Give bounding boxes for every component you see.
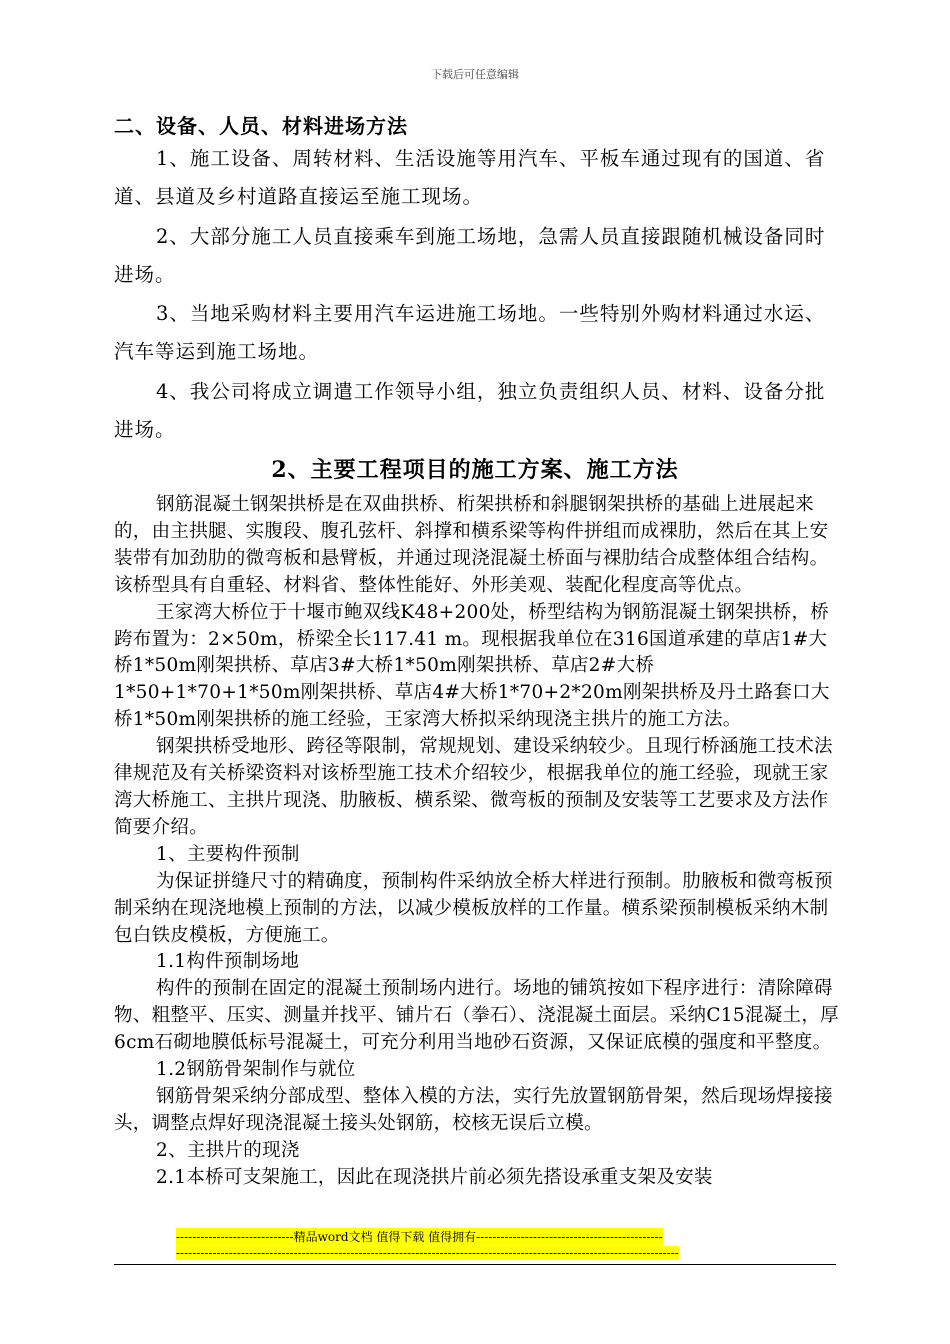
section-item-3: 3、当地采购材料主要用汽车运进施工场地。一些特别外购材料通过水运、汽车等运到施工场地。	[114, 302, 826, 363]
paragraph: 王家湾大桥位于十堰市鲍双线K48+200处，桥型结构为钢筋混凝土钢架拱桥，桥跨布置为：2×50m，桥梁全长117.41 m。现根据我单位在316国道承建的草店1#大桥1*50m刚架拱桥、草店3#大桥1*50m刚架拱桥、草店2#大桥1*50+1*70+1*50m刚架拱桥、草店4#大桥1*70+2*20m刚架拱桥及丹土路套口大桥1*50m刚架拱桥的施工经验，王家湾大桥拟采纳现浇主拱片的施工方法。	[114, 601, 830, 731]
subheading: 1、主要构件预制	[156, 843, 300, 865]
subheading: 2、主拱片的现浇	[156, 1139, 300, 1161]
footer-banner: -----------------------------精品word文档 值得下载 值得拥有----------------------------------------------	[176, 1230, 663, 1244]
body-text	[114, 492, 840, 1192]
section-item-1: 1、施工设备、周转材料、生活设施等用汽车、平板车通过现有的国道、省道、县道及乡村道路直接运至施工现场。	[114, 147, 826, 208]
subheading: 1.2钢筋骨架制作与就位	[156, 1059, 356, 1081]
subheading: 1.1构件预制场地	[156, 951, 300, 973]
section-item-4: 4、我公司将成立调遣工作领导小组，独立负责组织人员、材料、设备分批进场。	[114, 380, 826, 441]
paragraph: 为保证拼缝尺寸的精确度，预制构件采纳放全桥大样进行预制。肋腋板和微弯板预制采纳在现浇地模上预制的方法，以减少模板放样的工作量。横系梁预制模板采纳木制包白铁皮模板，方便施工。	[114, 870, 833, 946]
paragraph: 构件的预制在固定的混凝土预制场内进行。场地的铺筑按如下程序进行：清除障碍物、粗整平、压实、测量并找平、铺片石（拳石）、浇混凝土面层。采纳C15混凝土，厚6cm石砌地膜低标号混凝土，可充分利用当地砂石资源，又保证底模的强度和平整度。	[114, 978, 839, 1054]
paragraph: 2.1本桥可支架施工，因此在现浇拱片前必须先搭设承重支架及安装	[156, 1166, 713, 1188]
section-heading: 二、设备、人员、材料进场方法	[114, 114, 408, 138]
footer-rule	[114, 1264, 836, 1265]
header-note: 下载后可任意编辑	[431, 68, 519, 81]
main-heading: 2、主要工程项目的施工方案、施工方法	[271, 457, 679, 483]
footer-dashes: ----------------------------------------------------------------------------------------------------------------------------	[176, 1246, 679, 1260]
paragraph: 钢筋混凝土钢架拱桥是在双曲拱桥、桁架拱桥和斜腿钢架拱桥的基础上进展起来的，由主拱腿、实腹段、腹孔弦杆、斜撑和横系梁等构件拼组而成裸肋，然后在其上安装带有加劲肋的微弯板和悬臂板，并通过现浇混凝土桥面与裸肋结合成整体组合结构。该桥型具有自重轻、材料省、整体性能好、外形美观、装配化程度高等优点。	[114, 494, 829, 596]
paragraph: 钢筋骨架采纳分部成型、整体入模的方法，实行先放置钢筋骨架，然后现场焊接接头，调整点焊好现浇混凝土接头处钢筋，校核无误后立模。	[114, 1085, 833, 1134]
paragraph: 钢架拱桥受地形、跨径等限制，常规规划、建设采纳较少。且现行桥涵施工技术法律规范及有关桥梁资料对该桥型施工技术介绍较少，根据我单位的施工经验，现就王家湾大桥施工、主拱片现浇、肋腋板、横系梁、微弯板的预制及安装等工艺要求及方法作简要介绍。	[114, 736, 833, 838]
section-item-2: 2、大部分施工人员直接乘车到施工场地，急需人员直接跟随机械设备同时进场。	[114, 225, 826, 286]
